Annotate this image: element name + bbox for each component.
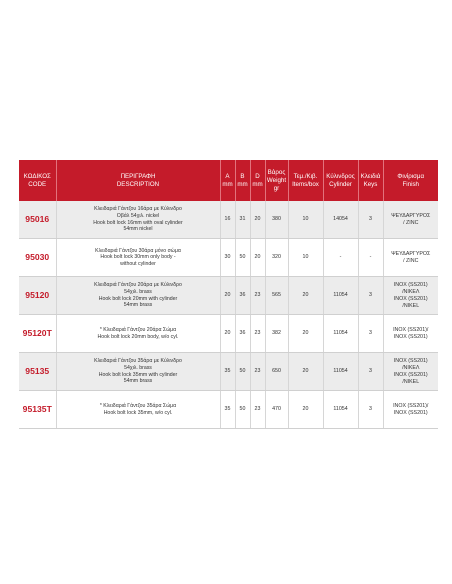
- table-row: [19, 277, 438, 315]
- table-row: [19, 353, 438, 391]
- product-spec-table: [19, 160, 438, 429]
- items-per-box: 20: [288, 277, 323, 315]
- header-code: ΚΩΔΙΚΟΣ CODE: [19, 160, 56, 201]
- keys: 3: [358, 201, 383, 239]
- finish: ΨΕΥΔΑΡΓΥΡΟΣ / ZINC: [383, 201, 438, 239]
- product-description: Κλειδαριά Γάντζου 30άρα μόνο σώμα Hook bolt lock 30mm only body - without cylinder: [56, 239, 220, 277]
- dim-d: 20: [250, 239, 265, 277]
- header-items-box: Τεμ./Κιβ. Items/box: [288, 160, 323, 201]
- items-per-box: 20: [288, 315, 323, 353]
- dim-a: 20: [220, 277, 235, 315]
- finish: INOX (SS201)/ INOX (SS201): [383, 315, 438, 353]
- dim-b: 50: [235, 239, 250, 277]
- finish: INOX (SS201) /ΝΙΚΕΛ INOX (SS201) /NIKEL: [383, 277, 438, 315]
- dim-b: 50: [235, 353, 250, 391]
- dim-a: 20: [220, 315, 235, 353]
- dim-a: 35: [220, 353, 235, 391]
- dim-b: 36: [235, 277, 250, 315]
- header-row: [19, 160, 438, 201]
- product-table-wrapper: [19, 160, 438, 429]
- weight: 380: [265, 201, 288, 239]
- header-keys: Κλειδιά Keys: [358, 160, 383, 201]
- header-weight: Βάρος Weight gr: [265, 160, 288, 201]
- dim-a: 16: [220, 201, 235, 239]
- product-code: 95016: [19, 201, 56, 239]
- dim-d: 20: [250, 201, 265, 239]
- weight: 470: [265, 391, 288, 429]
- finish: ΨΕΥΔΑΡΓΥΡΟΣ / ZINC: [383, 239, 438, 277]
- keys: 3: [358, 391, 383, 429]
- product-description: Κλειδαριά Γάντζου 20άρα με Κύλινδρο 54χιλ. brass Hook bolt lock 20mm with cylinder 54mm brass: [56, 277, 220, 315]
- header-b: B mm: [235, 160, 250, 201]
- product-description: * Κλειδαριά Γάντζου 35άρα Σώμα Hook bolt lock 35mm, w/o cyl.: [56, 391, 220, 429]
- cylinder: 11054: [323, 391, 358, 429]
- dim-d: 23: [250, 315, 265, 353]
- product-description: Κλειδαριά Γάντζου 35άρα με Κύλινδρο 54χιλ. brass Hook bolt lock 35mm with cylinder 54mm brass: [56, 353, 220, 391]
- product-code: 95135: [19, 353, 56, 391]
- items-per-box: 20: [288, 353, 323, 391]
- finish: INOX (SS201)/ INOX (SS201): [383, 391, 438, 429]
- weight: 320: [265, 239, 288, 277]
- cylinder: 14054: [323, 201, 358, 239]
- dim-a: 30: [220, 239, 235, 277]
- product-code: 95135T: [19, 391, 56, 429]
- product-code: 95030: [19, 239, 56, 277]
- header-d: D mm: [250, 160, 265, 201]
- dim-b: 50: [235, 391, 250, 429]
- keys: -: [358, 239, 383, 277]
- dim-d: 23: [250, 277, 265, 315]
- table-row: [19, 391, 438, 429]
- keys: 3: [358, 277, 383, 315]
- header-description: ΠΕΡΙΓΡΑΦΗ DESCRIPTION: [56, 160, 220, 201]
- items-per-box: 10: [288, 239, 323, 277]
- cylinder: 11054: [323, 353, 358, 391]
- dim-b: 31: [235, 201, 250, 239]
- items-per-box: 20: [288, 391, 323, 429]
- cylinder: 11054: [323, 277, 358, 315]
- cylinder: -: [323, 239, 358, 277]
- items-per-box: 10: [288, 201, 323, 239]
- weight: 565: [265, 277, 288, 315]
- dim-b: 36: [235, 315, 250, 353]
- header-finish: Φινίρισμα Finish: [383, 160, 438, 201]
- header-cylinder: Κύλινδρος Cylinder: [323, 160, 358, 201]
- finish: INOX (SS201) /ΝΙΚΕΛ INOX (SS201) /NIKEL: [383, 353, 438, 391]
- weight: 650: [265, 353, 288, 391]
- keys: 3: [358, 315, 383, 353]
- table-row: [19, 239, 438, 277]
- product-code: 95120: [19, 277, 56, 315]
- product-code: 95120T: [19, 315, 56, 353]
- product-description: * Κλειδαριά Γάντζου 20άρα Σώμα Hook bolt lock 20mm body, w/o cyl.: [56, 315, 220, 353]
- weight: 382: [265, 315, 288, 353]
- cylinder: 11054: [323, 315, 358, 353]
- dim-a: 35: [220, 391, 235, 429]
- table-row: [19, 315, 438, 353]
- table-row: [19, 201, 438, 239]
- keys: 3: [358, 353, 383, 391]
- product-description: Κλειδαριά Γάντζου 16άρα με Κύλινδρο Οβάλ 54χιλ. nickel Hook bolt lock 16mm with oval cylinder 54mm nickel: [56, 201, 220, 239]
- dim-d: 23: [250, 353, 265, 391]
- dim-d: 23: [250, 391, 265, 429]
- header-a: A mm: [220, 160, 235, 201]
